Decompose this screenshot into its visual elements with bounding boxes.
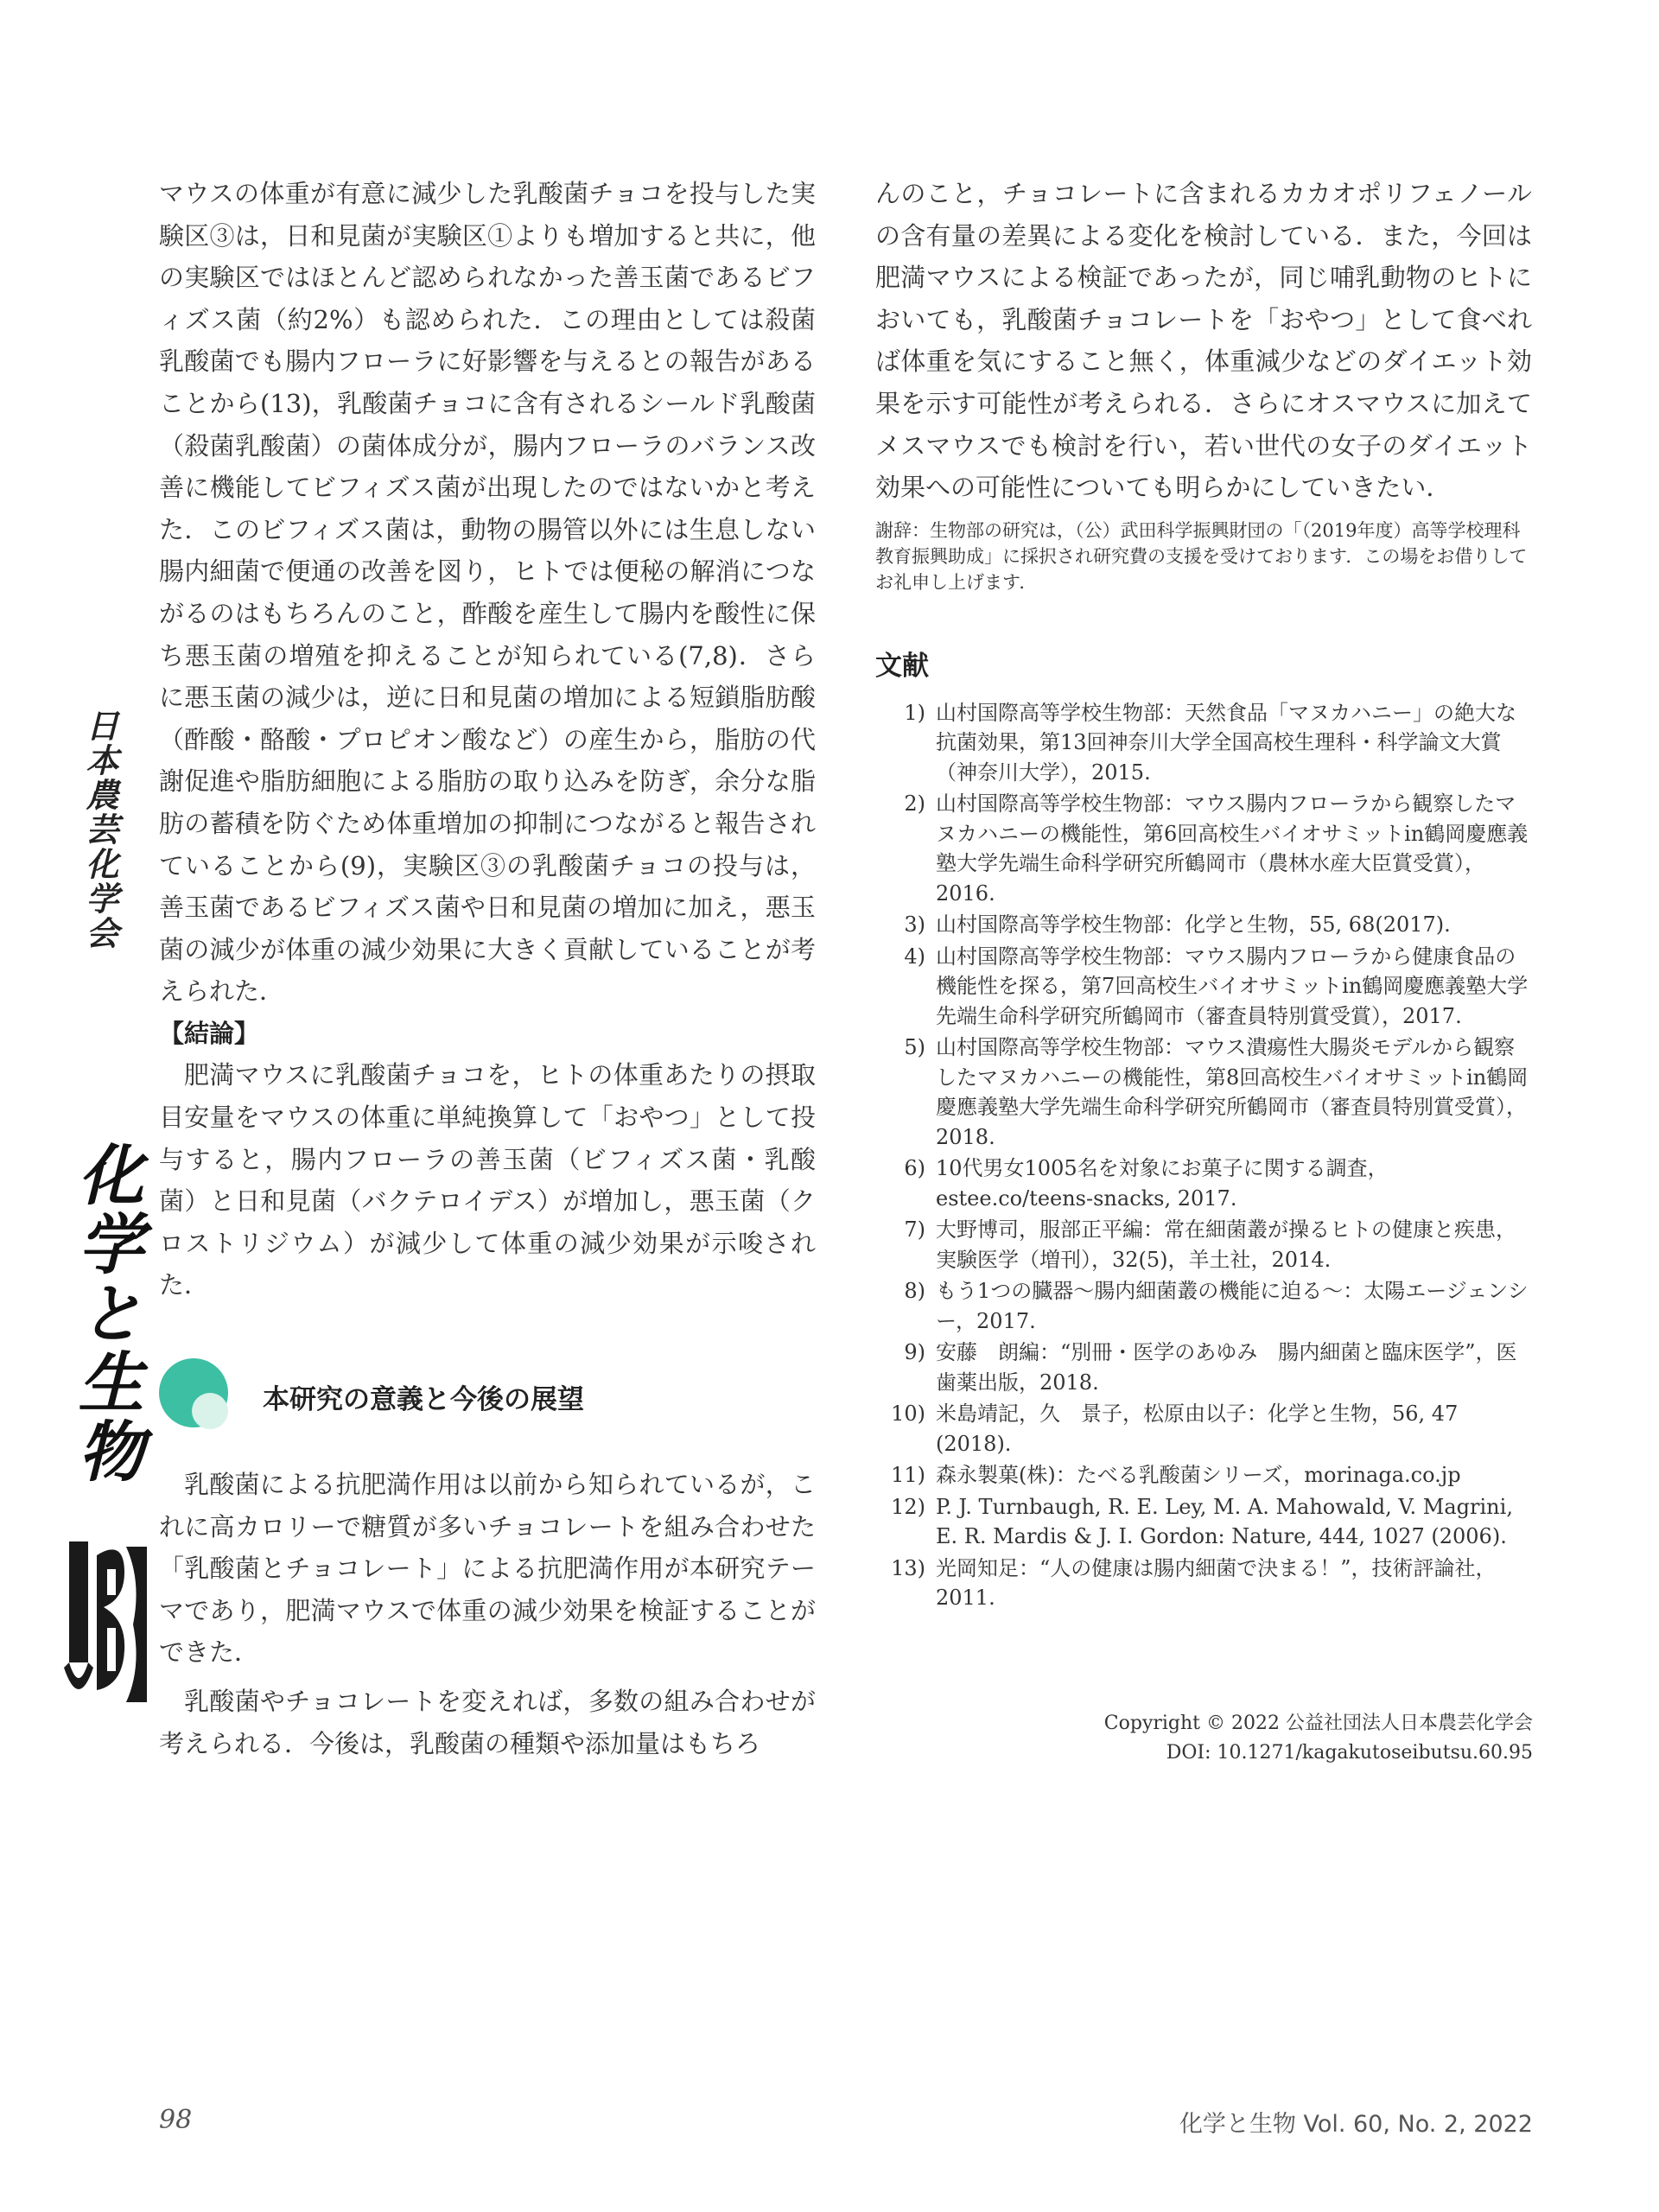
conclusion-paragraph: 肥満マウスに乳酸菌チョコを，ヒトの体重あたりの摂取目安量をマウスの体重に単純換算して「おやつ」として投与すると，腸内フローラの善玉菌（ビフィズス菌・乳酸菌）と日和見菌（バクテロイデス）が増加し，悪玉菌（クロストリジウム）が減少して体重の減少効果が示唆された．: [159, 1060, 816, 1300]
reference-item: 13) 光岡知足：“人の健康は腸内細菌で決まる！”，技術評論社，2011.: [891, 1555, 1497, 1611]
reference-item: 2) 山村国際高等学校生物部：マウス腸内フローラから観察したマヌカハニーの機能性，第6回高校生バイオサミットin鶴岡慶應義塾大学先端生命科学研究所鶴岡市（農林水産大臣賞受賞），2016.: [904, 791, 1529, 906]
reference-item: 6) 10代男女1005名を対象にお菓子に関する調査，estee.co/teens-snacks, 2017.: [904, 1156, 1389, 1211]
right-column: [875, 173, 1532, 1615]
journal-vertical-label: 日本農芸化学会: [80, 709, 118, 950]
reference-item: 10) 米島靖記，久 景子，松原由以子：化学と生物，56, 47 (2018).: [891, 1402, 1459, 1456]
section-circle-accent-icon: [192, 1393, 228, 1429]
acknowledgement: 謝辞：生物部の研究は，（公）武田科学振興財団の「（2019年度）高等学校理科教育振興助成」に採択され研究費の支援を受けております．この場をお借りしてお礼申し上げます．: [875, 519, 1528, 593]
reference-item: 8) もう1つの臓器〜腸内細菌叢の機能に迫る〜：太陽エージェンシー，2017.: [904, 1279, 1529, 1333]
left-column: [159, 173, 816, 1764]
reference-item: 5) 山村国際高等学校生物部：マウス潰瘍性大腸炎モデルから観察したマヌカハニーの機能性，第8回高校生バイオサミットin鶴岡慶應義塾大学先端生命科学研究所鶴岡市（審査員特別賞受賞），2018.: [904, 1035, 1529, 1149]
section-heading: [159, 1358, 816, 1453]
section-paragraph: 乳酸菌やチョコレートを変えれば，多数の組み合わせが考えられる．今後は，乳酸菌の種類や添加量はもちろ: [159, 1687, 816, 1758]
page-number: 98: [159, 2105, 193, 2135]
conclusion-heading: 【結論】: [159, 1018, 260, 1048]
magazine-vertical-title: 化学と生物: [67, 1141, 144, 1486]
section-title: 本研究の意義と今後の展望: [263, 1384, 584, 1416]
journal-footer: 化学と生物 Vol. 60, No. 2, 2022: [1179, 2111, 1533, 2138]
reference-item: 1) 山村国際高等学校生物部：天然食品「マヌカハニー」の絶大な抗菌効果，第13回神奈川大学全国高校生理科・科学論文大賞（神奈川大学），2015.: [904, 700, 1516, 785]
copyright-text: Copyright © 2022 公益社団法人日本農芸化学会: [1103, 1713, 1533, 1734]
reference-item: 11) 森永製菓(株)：たべる乳酸菌シリーズ，morinaga.co.jp: [891, 1463, 1461, 1488]
reference-item: 9) 安藤 朗編：“別冊・医学のあゆみ 腸内細菌と臨床医学”，医歯薬出版，2018.: [904, 1340, 1517, 1395]
reference-item: 12) P. J. Turnbaugh, R. E. Ley, M. A. Mahowald, V. Magrini, E. R. Mardis & J. I. Gordon: Nature, 444, 1027 (2006).: [891, 1494, 1513, 1549]
reference-item: 7) 大野博司，服部正平編：常在細菌叢が操るヒトの健康と疾患，実験医学（増刊），32(5)，羊土社，2014.: [904, 1217, 1516, 1272]
body-paragraph-continued: んのこと，チョコレートに含まれるカカオポリフェノールの含有量の差異による変化を検討している．また，今回は肥満マウスによる検証であったが，同じ哺乳動物のヒトにおいても，乳酸菌チョコレートを「おやつ」として食べれば体重を気にすること無く，体重減少などのダイエット効果を示す可能性が考えられる．さらにオスマウスに加えてメスマウスでも検討を行い，若い世代の女子のダイエット効果への可能性についても明らかにしていきたい．: [875, 179, 1532, 503]
body-paragraph: マウスの体重が有意に減少した乳酸菌チョコを投与した実験区③は，日和見菌が実験区①よりも増加すると共に，他の実験区ではほとんど認められなかった善玉菌であるビフィズス菌（約2%）も認められた．この理由としては殺菌乳酸菌でも腸内フローラに好影響を与えるとの報告があることから(13)，乳酸菌チョコに含有されるシールド乳酸菌（殺菌乳酸菌）の菌体成分が，腸内フローラのバランス改善に機能してビフィズス菌が出現したのではないかと考えた．このビフィズス菌は，動物の腸管以外には生息しない腸内細菌で便通の改善を図り，ヒトでは便秘の解消につながるのはもちろんのこと，酢酸を産生して腸内を酸性に保ち悪玉菌の増殖を抑えることが知られている(7,8)．さらに悪玉菌の減少は，逆に日和見菌の増加による短鎖脂肪酸（酢酸・酪酸・プロピオン酸など）の産生から，脂肪の代謝促進や脂肪細胞による脂肪の取り込みを防ぎ，余分な脂肪の蓄積を防ぐため体重増加の抑制につながると報告されていることから(9)，実験区③の乳酸菌チョコの投与は，善玉菌であるビフィズス菌や日和見菌の増加に加え，悪玉菌の減少が体重の減少効果に大きく貢献していることが考えられた．: [159, 179, 816, 1007]
references-heading: 文献: [875, 650, 929, 682]
doi-text: DOI: 10.1271/kagakutoseibutsu.60.95: [1166, 1742, 1533, 1764]
jsbba-logo: [64, 1538, 150, 1711]
reference-item: 3) 山村国際高等学校生物部：化学と生物，55, 68(2017).: [904, 912, 1451, 938]
copyright-block: [1104, 1709, 1533, 1768]
section-paragraph: 乳酸菌による抗肥満作用は以前から知られているが，これに高カロリーで糖質が多いチョコレートを組み合わせた「乳酸菌とチョコレート」による抗肥満作用が本研究テーマであり，肥満マウスで体重の減少効果を検証することができた．: [159, 1470, 816, 1668]
reference-item: 4) 山村国際高等学校生物部：マウス腸内フローラから健康食品の機能性を探る，第7回高校生バイオサミットin鶴岡慶應義塾大学先端生命科学研究所鶴岡市（審査員特別賞受賞），2017.: [904, 944, 1529, 1028]
reference-list: [875, 698, 1532, 1613]
